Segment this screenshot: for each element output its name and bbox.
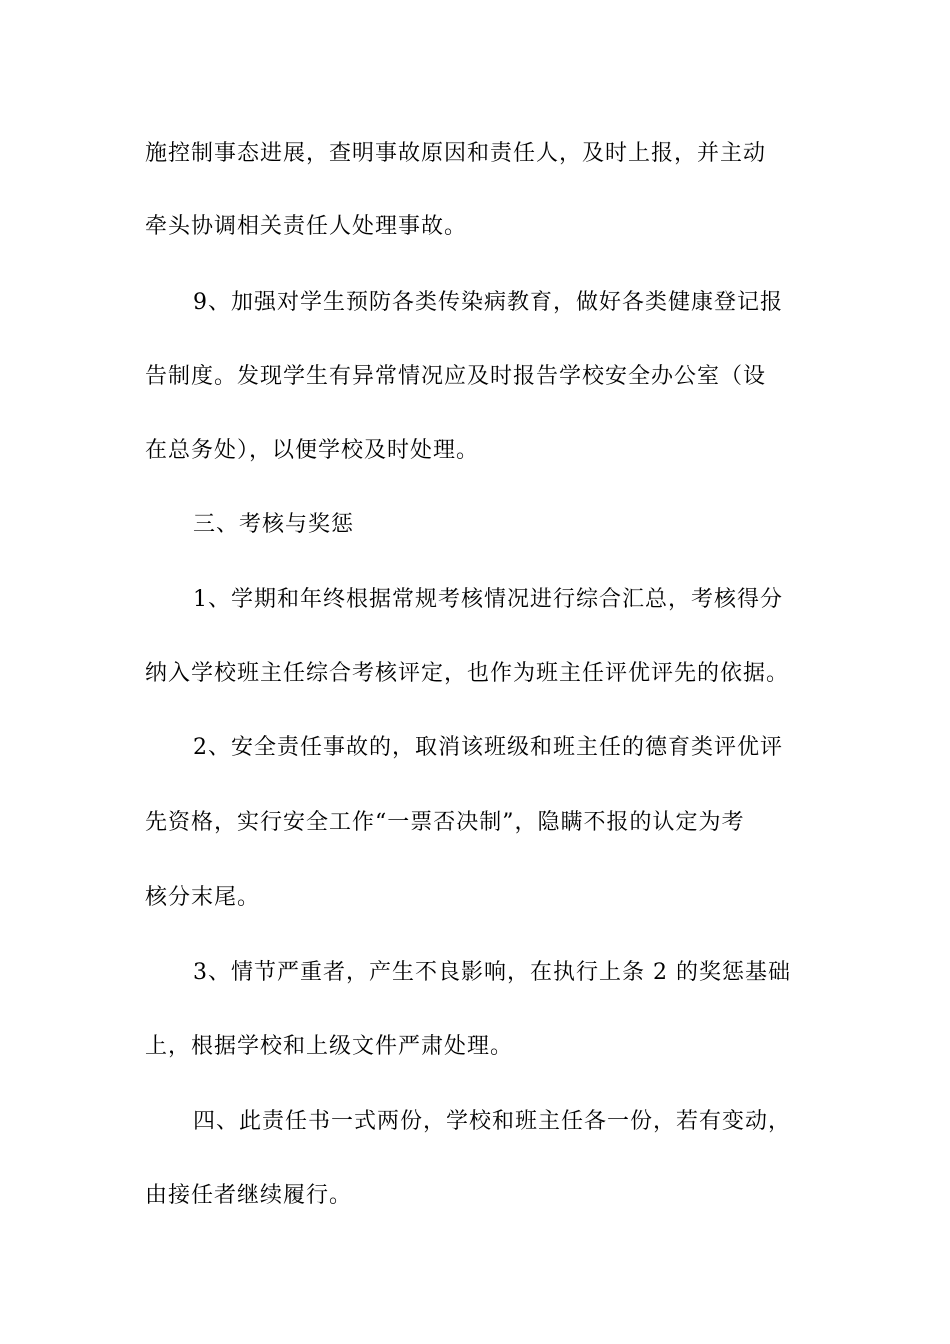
text-line: 由接任者继续履行。: [145, 1183, 353, 1208]
section-heading: 四、此责任书一式两份，学校和班主任各一份，若有变动，: [193, 1109, 792, 1134]
text-line: 纳入学校班主任综合考核评定，也作为班主任评优评先的依据。: [145, 661, 790, 686]
section-heading: 三、考核与奖惩: [193, 512, 355, 537]
text-line: 在总务处），以便学校及时处理。: [145, 438, 480, 463]
text-line: 2、安全责任事故的，取消该班级和班主任的德育类评优评: [193, 735, 783, 760]
text-line: 施控制事态进展，查明事故原因和责任人，及时上报，并主动: [145, 141, 767, 166]
text-line: 9、加强对学生预防各类传染病教育，做好各类健康登记报: [193, 290, 783, 315]
text-line: 告制度。发现学生有异常情况应及时报告学校安全办公室（设: [145, 364, 767, 389]
text-line: 核分末尾。: [145, 885, 261, 910]
text-line: 先资格，实行安全工作“一票否决制”，隐瞒不报的认定为考: [145, 810, 745, 835]
text-line: 3、情节严重者，产生不良影响，在执行上条 2 的奖惩基础: [193, 960, 791, 985]
text-line: 1、学期和年终根据常规考核情况进行综合汇总，考核得分: [193, 587, 783, 612]
text-line: 牵头协调相关责任人处理事故。: [145, 214, 468, 239]
text-line: 上，根据学校和上级文件严肃处理。: [145, 1034, 514, 1059]
